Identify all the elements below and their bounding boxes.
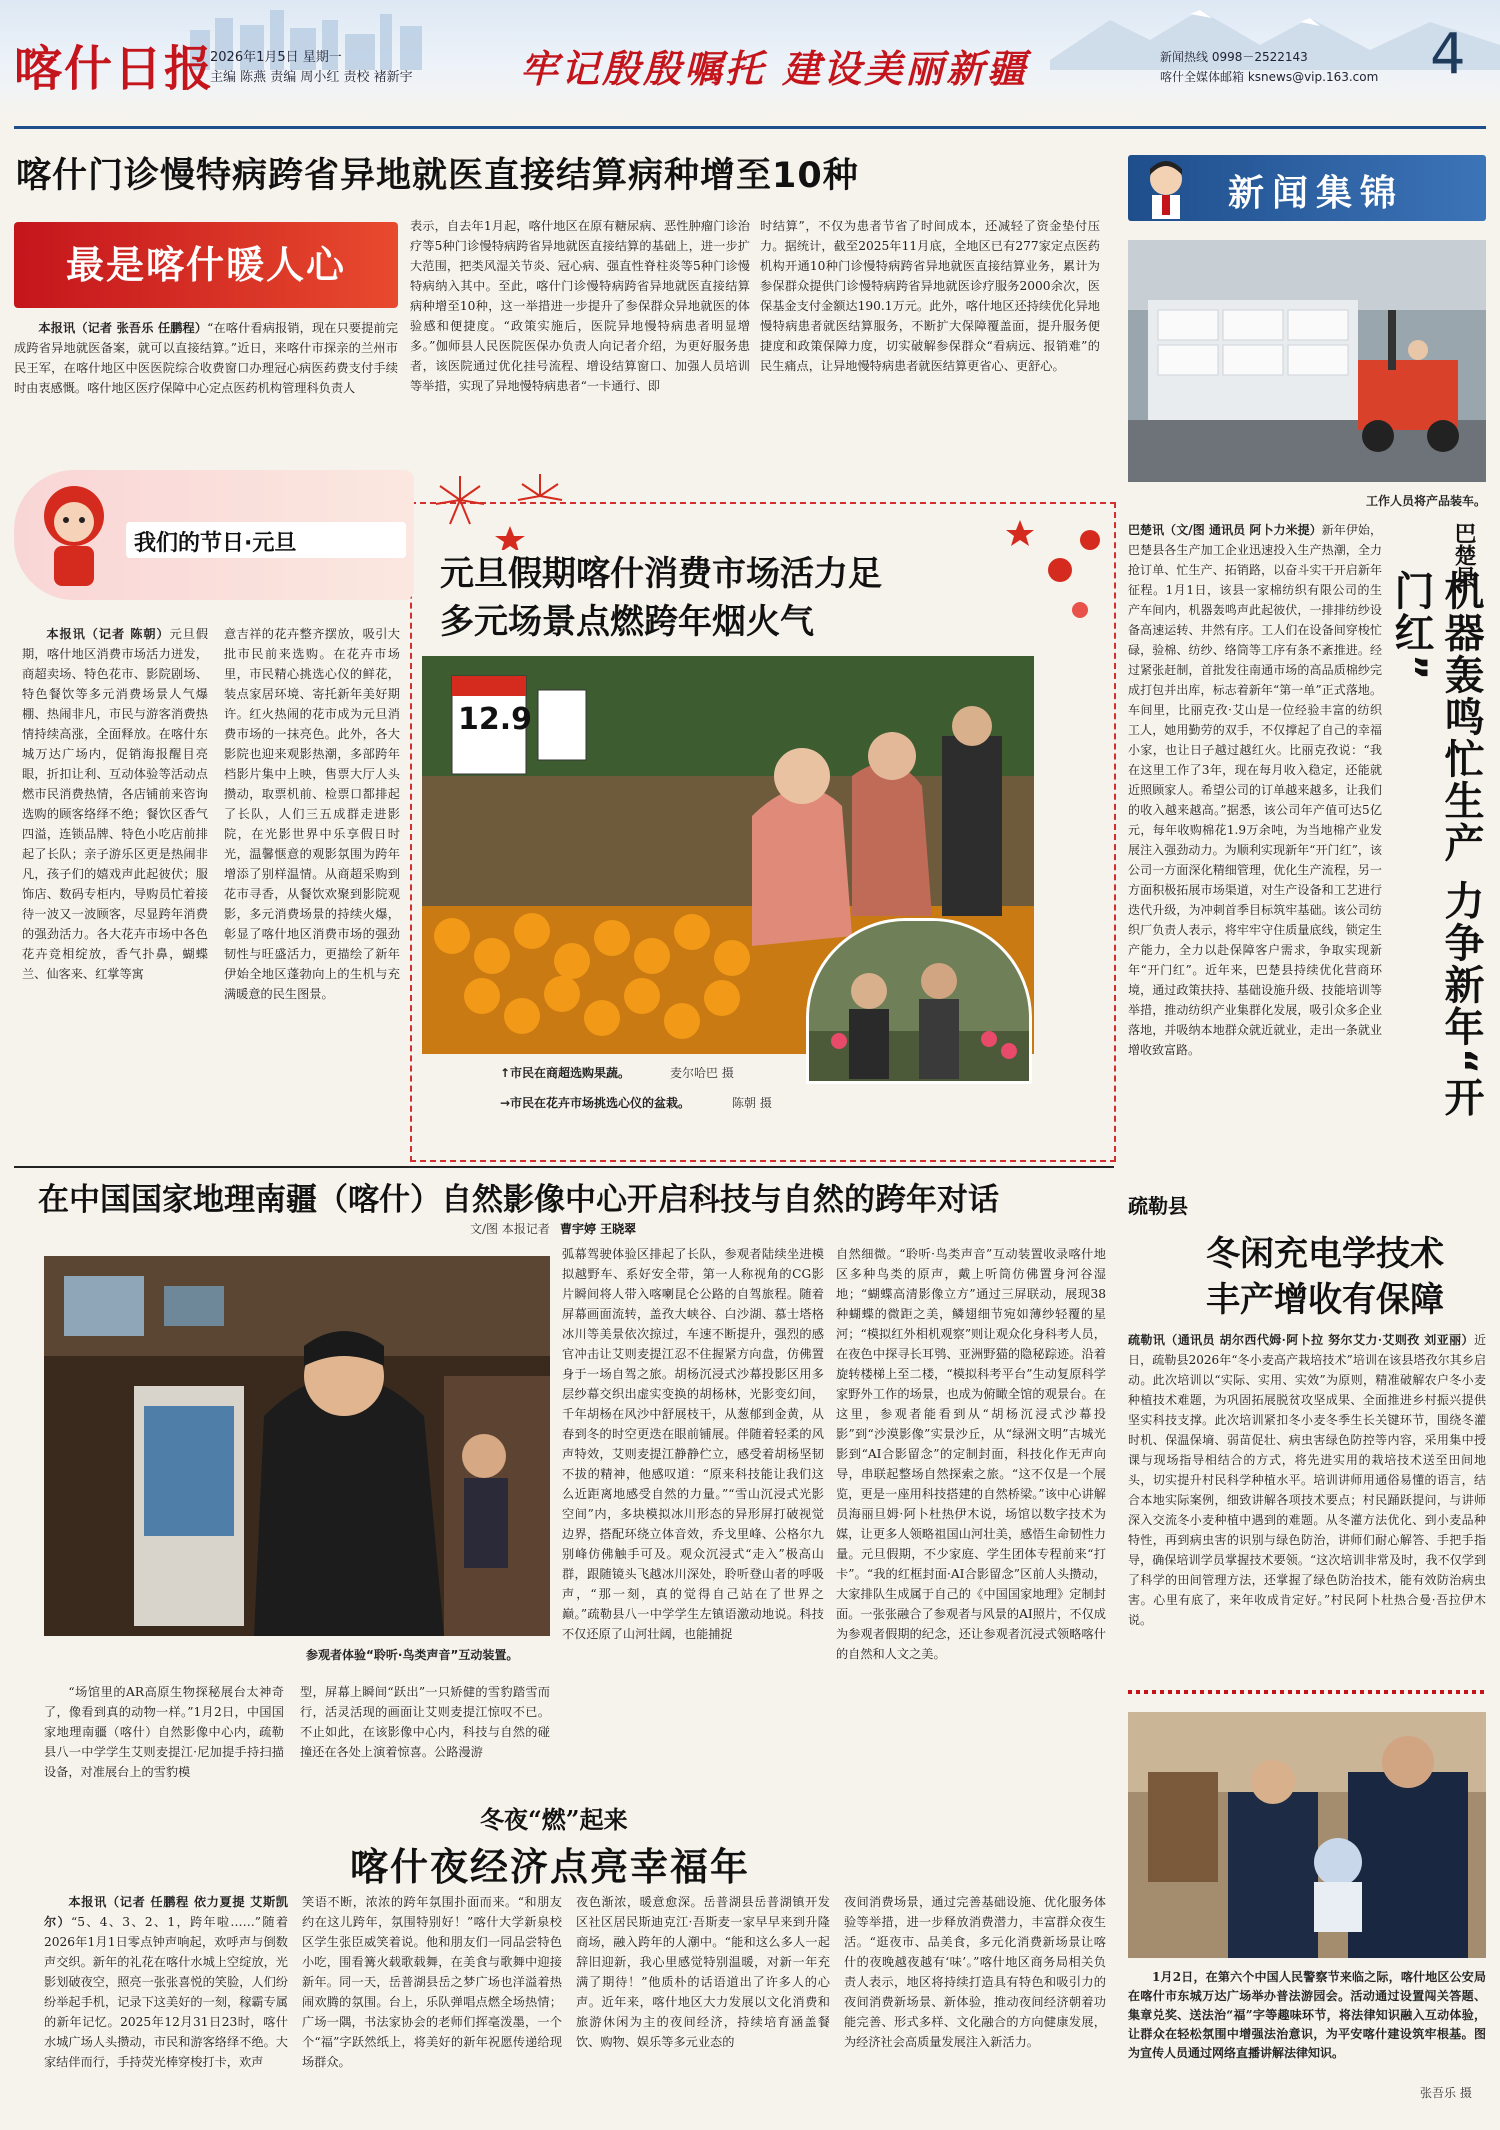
column-tag-banner: 最是喀什暖人心 xyxy=(14,222,398,308)
article3-col2: 型，屏幕上瞬间“跃出”一只矫健的雪豹踏雪而行，活灵活现的画面让艾则麦提江惊叹不已。不止如此，在该影像中心内，科技与自然的碰撞还在各处上演着惊喜。公路漫游 xyxy=(300,1685,550,1759)
fruit-photo-caption: ↑市民在商超选购果蔬。 xyxy=(500,1066,631,1080)
flower-photo-caption: →市民在花卉市场挑选心仪的盆栽。 xyxy=(500,1096,691,1110)
news-brief-title: 新闻集锦 xyxy=(1228,173,1405,214)
article3-col4: 自然细微。“聆听·鸟类声音”互动装置收录喀什地区多种鸟类的原声，戴上听筒仿佛置身河谷湿地；“蝴蝶高清影像立方”通过三屏联动，展现38种蝴蝶的微距之美，鳞翅细节宛如薄纱轻覆的星河；“模拟红外相机观察”则让观众化身科考人员，在夜色中探寻长耳鸮、亚洲野猫的隐秘踪迹。沿着旋转楼梯上至二楼，“模拟科考平台”生动复原科学家野外工作的场景，也成为俯瞰全馆的观景台。在这里，参观者能看到从“胡杨沉浸式沙幕投影”到“沙漠影像”实景沙丘，从“绿洲文明”古城光影到“AI合影留念”的定制封面，科技化作无声向导，串联起整场自然探索之旅。“这不仅是一个展览，更是一座用科技搭建的自然桥梁。”该中心讲解员海丽旦姆·阿卜杜热伊木说，场馆以数字技术为媒，让更多人领略祖国山河壮美，感悟生命韧性力量。元旦假期，不少家庭、学生团体专程前来“打卡”。“我的红框封面·AI合影留念”区前人头攒动，大家排队生成属于自己的《中国国家地理》定制封面。一张张融合了参观者与风景的AI照片，不仅成为参观者假期的纪念，还让参观者沉浸式领略喀什的自然和人文之美。 xyxy=(836,1247,1106,1661)
newspaper-logo: 喀什日报 xyxy=(14,41,215,97)
shule-headline-line1: 冬闲充电学技术 xyxy=(1206,1234,1444,1274)
festival-col1-text: 元旦假期，喀什地区消费市场活力迸发，商超卖场、特色花市、影院剧场、特色餐饮等多元消费场景人气爆棚、热闹非凡，市民与游客消费热情持续高涨，全面释放。在喀什东城万达广场内，促销海报醒目亮眼，折扣让利、互动体验等活动点燃市民消费热情，各店铺前来咨询选购的顾客络绎不绝；餐饮区香气四溢，连锁品牌、特色小吃店前排起了长队；亲子游乐区更是热闹非凡，孩子们的嬉戏声此起彼伏；服饰店、数码专柜内，导购员忙着接待一波又一波顾客，尽显跨年消费的强劲活力。各大花卉市场中各色花卉竞相绽放，香气扑鼻，蝴蝶兰、仙客来、红掌等寓 xyxy=(22,627,208,981)
page-number: 4 xyxy=(1430,22,1466,87)
section-divider xyxy=(1128,1690,1486,1694)
article4-col4: 夜间消费场景，通过完善基础设施、优化服务体验等举措，进一步释放消费潜力，丰富群众夜生活。“逛夜市、品美食，多元化消费新场景让喀什的夜晚越夜越有‘味’。”喀什地区商务局相关负责人表示，地区将持续打造具有特色和吸引力的夜间消费新场景、新体验，推动夜间经济朝着功能完善、形式多样、文化融合的方向健康发展，为经济社会高质量发展注入新活力。 xyxy=(844,1895,1106,2049)
article1-byline: 本报讯（记者 张吾乐 任鹏程） xyxy=(38,321,208,335)
festival-col2: 意吉祥的花卉整齐摆放，吸引大批市民前来选购。在花卉市场里，市民精心挑选心仪的鲜花，装点家居环境、寄托新年美好期许。红火热闹的花市成为元旦消费市场的一抹亮色。此外，各大影院也迎来观影热潮，多部跨年档影片集中上映，售票大厅人头攒动，取票机前、检票口都排起了长队，人们三五成群走进影院，在光影世界中乐享假日时光，温馨惬意的观影氛围为跨年增添了别样温情。从商超采购到花市寻香，从餐饮欢聚到影院观影，多元消费场景的持续火爆，彰显了喀什地区消费市场的强劲韧性与旺盛活力，更描绘了新年伊始全地区蓬勃向上的生机与充满暖意的民生图景。 xyxy=(224,627,400,1001)
article4-col1-text: “5、4、3、2、1，跨年啦……”随着2026年1月1日零点钟声响起，欢呼声与倒数声交织。新年的礼花在喀什水城上空绽放，光影划破夜空，照亮一张张喜悦的笑脸，人们纷纷举起手机，记录下这美好的一刻，稼霸专属的新年记忆。2025年12月31日23时，喀什水城广场人头攒动，市民和游客络绎不绝。大家结伴而行，手持荧光棒穿梭打卡，欢声 xyxy=(44,1915,288,2069)
news-brief-photo-caption: 工作人员将产品装车。 xyxy=(1365,494,1486,508)
article3-byline-names: 曹宇婷 王晓翠 xyxy=(560,1222,637,1236)
shule-county-label: 疏勒县 xyxy=(1128,1194,1188,1218)
festival-tag-banner xyxy=(14,470,414,600)
shule-byline: 疏勒讯（通讯员 胡尔西代姆·阿卜拉 努尔艾力·艾则孜 刘亚丽） xyxy=(1128,1333,1474,1347)
bachu-body-text: 新年伊始，巴楚县各生产加工企业迅速投入生产热潮，全力抢订单、忙生产、拓销路，以奋斗实干开启新年征程。1月1日，该县一家棉纺织有限公司的生产车间内，机器轰鸣声此起彼伏，一排排纺纱设备高速运转、井然有序。工人们在设备间穿梭忙碌，验棉、纺纱、络筒等工序有条不紊推进。经过紧张赶制，首批发往南通市场的高品质棉纱完成打包并出库，标志着新年“第一单”正式落地。车间里，比丽克孜·艾山是一位经验丰富的纺织工人，她用勤劳的双手，不仅撑起了自己的幸福小家，也让日子越过越红火。比丽克孜说：“我在这里工作了3年，现在每月收入稳定，还能就近照顾家人。希望公司的订单越来越多，让我们的收入越来越高。”据悉，该公司年产值可达5亿元，每年收购棉花1.9万余吨，为当地棉产业发展注入强劲动力。为顺利实现新年“开门红”，该公司一方面深化精细管理，优化生产流程，另一方面积极拓展市场渠道，对生产设备和工艺进行迭代升级，为冲刺首季目标筑牢基础。该公司纺织厂负责人表示，将牢牢守住质量底线，锁定生产能力，全力以赴保障客户需求，争取实现新年“开门红”。近年来，巴楚县持续优化营商环境，通过政策扶持、基础设施升级、技能培训等举措，推动纺织产业集群化发展，吸引众多企业落地，并吸纳本地群众就近就业，走出一条就业增收致富路。 xyxy=(1128,523,1382,1057)
article1-headline: 喀什门诊慢特病跨省异地就医直接结算病种增至10种 xyxy=(16,156,859,196)
festival-tag-text: 我们的节日·元旦 xyxy=(134,531,297,556)
article3-col1: “场馆里的AR高原生物探秘展台太神奇了，像看到真的动物一样。”1月2日，中国国家地理南疆（喀什）自然影像中心内，疏勒县八一中学学生艾则麦提江·尼加提手持扫描设备，对准展台上的雪豹模 xyxy=(44,1685,284,1779)
article4-col2: 笑语不断，浓浓的跨年氛围扑面而来。“和朋友约在这儿跨年，氛围特别好！”喀什大学新泉校区学生张臣威笑着说。他和朋友们一同品尝特色小吃，围看篝火载歌载舞，在美食与歌舞中迎接新年。同一天，岳普湖县岳之梦广场也洋溢着热闹欢腾的氛围。台上，乐队弹唱点燃全场热情；广场一隅，书法家协会的老师们挥毫泼墨，一个个“福”字跃然纸上，将美好的新年祝愿传递给现场群众。 xyxy=(302,1895,562,2069)
news-email: 喀什全媒体邮箱 ksnews@vip.163.com xyxy=(1160,70,1379,84)
article1-col1 xyxy=(14,318,398,444)
slogan: 牢记殷殷嘱托 建设美丽新疆 xyxy=(520,46,1029,91)
article3-byline-label: 文/图 本报记者 xyxy=(470,1222,550,1236)
article1-col2: 表示，自去年1月起，喀什地区在原有糖尿病、恶性肿瘤门诊治疗等5种门诊慢特病跨省异地就医直接结算的基础上，进一步扩大范围，把类风湿关节炎、冠心病、强直性脊柱炎等5种门诊慢特病纳入其中。至此，喀什门诊慢特病跨省异地就医直接结算病种增至10种，这一举措进一步提升了参保群众异地就医的体验感和便捷度。“政策实施后，医院异地慢特病患者明显增多。”伽师县人民医院医保办负责人向记者介绍，为更好服务患者，该医院通过优化挂号流程、增设结算窗口、加强人员培训等举措，实现了异地慢特病患者“一卡通行、即 xyxy=(410,219,750,393)
festival-col1 xyxy=(22,624,208,1152)
article4-col1 xyxy=(44,1892,288,2122)
price-tag: 12.9 xyxy=(458,702,533,737)
museum-photo-caption: 参观者体验“聆听·鸟类声音”互动装置。 xyxy=(306,1648,519,1662)
news-brief-banner xyxy=(1128,155,1486,221)
article1-col1-text: “在喀什看病报销，现在只要提前完成跨省异地就医备案，就可以直接结算。”近日，来喀什市探亲的兰州市民王军，在喀什地区中医医院综合收费窗口办理冠心病医药费支付手续时由衷感慨。喀什地区医疗保障中心定点医药机构管理科负责人 xyxy=(14,321,398,395)
news-hotline: 新闻热线 0998－2522143 xyxy=(1160,50,1308,64)
police-photo-credit: 张吾乐 摄 xyxy=(1420,2086,1472,2100)
bachu-article-body xyxy=(1128,520,1382,1140)
mascot-cartoon-icon xyxy=(24,476,124,594)
article4-byline: 本报讯（记者 任鹏程 依力夏提 艾斯凯尔） xyxy=(44,1895,288,1929)
shule-article-body xyxy=(1128,1330,1486,1668)
masthead-rule xyxy=(14,126,1486,129)
article4-col3: 夜色渐浓，暖意愈深。岳普湖县岳普湖镇开发区社区居民斯迪克江·吾斯麦一家早早来到升隆商场，融入跨年的人潮中。“能和这么多人一起辞旧迎新，我心里感觉特别温暖，对新一年充满了期待！”他质朴的话语道出了许多人的心声。近年来，喀什地区大力发展以文化消费和旅游休闲为主的夜间经济，持续培育涵盖餐饮、购物、娱乐等多元业态的 xyxy=(576,1895,830,2049)
article3-headline: 在中国国家地理南疆（喀什）自然影像中心开启科技与自然的跨年对话 xyxy=(38,1182,999,1218)
date-line: 2026年1月5日 星期一 xyxy=(210,50,342,65)
flower-photo-credit: 陈朝 摄 xyxy=(732,1096,772,1110)
reporter-cartoon-icon xyxy=(1134,157,1204,219)
museum-interactive-photo xyxy=(44,1256,550,1636)
festival-byline: 本报讯（记者 陈朝） xyxy=(46,627,170,641)
police-photo-caption: 1月2日，在第六个中国人民警察节来临之际，喀什地区公安局在喀什市东城万达广场举办普法游园会。活动通过设置闯关答题、集章兑奖、送法治“福”字等趣味环节，将法律知识融入互动体验，让群众在轻松氛围中增强法治意识，为平安喀什建设筑牢根基。图为宣传人员通过网络直播讲解法律知识。 xyxy=(1128,1970,1486,2060)
festival-headline-line1: 元旦假期喀什消费市场活力足 xyxy=(440,554,882,594)
police-livestream-photo xyxy=(1128,1712,1486,1958)
fruit-photo-credit: 麦尔哈巴 摄 xyxy=(670,1066,734,1080)
article3-col3: 弧幕驾驶体验区排起了长队，参观者陆续坐进模拟越野车、系好安全带，第一人称视角的CG影片瞬间将人带入喀喇昆仑公路的自驾旅程。随着屏幕画面流转，盖孜大峡谷、白沙湖、慕士塔格冰川等美景依次掠过，车速不断提升，强烈的感官冲击让艾则麦提江忍不住握紧方向盘，仿佛置身于一场自驾之旅。胡杨沉浸式沙幕投影区用多层纱幕交织出虚实变换的胡杨林，光影变幻间，千年胡杨在风沙中舒展枝干，从葱郁到金黄，从春到冬的时空更迭在眼前铺展。伴随着轻柔的风声特效，艾则麦提江静静伫立，感受着胡杨坚韧不拔的精神，他感叹道：“原来科技能让我们这么近距离地感受自然的力量。”“雪山沉浸式光影空间”内，多块模拟冰川形态的异形屏打破视觉边界，搭配环绕立体音效，乔戈里峰、公格尔九别峰仿佛触手可及。观众沉浸式“走入”极高山群，跟随镜头飞越冰川深处，聆听登山者的呼吸声，“那一刻，真的觉得自己站在了世界之巅。”疏勒县八一中学学生左镇语激动地说。科技不仅还原了山河壮阔，也能捕捉 xyxy=(562,1247,824,1641)
masthead xyxy=(0,0,1500,124)
bachu-headline-text: 机器轰鸣忙生产 力争新年“开门红” xyxy=(1388,570,1484,1119)
article4-headline: 喀什夜经济点亮幸福年 xyxy=(350,1844,751,1889)
factory-loading-photo xyxy=(1128,240,1486,482)
article1-col3: 时结算”，不仅为患者节省了时间成本，还减轻了资金垫付压力。据统计，截至2025年11月底，全地区已有277家定点医药机构开通10种门诊慢特病跨省异地就医直接结算业务，累计为参保群众提供门诊慢特病跨省异地就医诊疗服务2000余次，医保基金支付金额达190.1万元。此外，喀什地区还持续优化异地慢特病患者就医结算服务，不断扩大保障覆盖面，提升服务便捷度和政策保障力度，切实破解参保群众“看病远、报销难”的民生痛点，让异地慢特病患者就医结算更省心、更舒心。 xyxy=(760,219,1100,373)
shule-body-text: 近日，疏勒县2026年“冬小麦高产栽培技术”培训在该县塔孜尔其乡启动。此次培训以“实际、实用、实效”为原则，精准破解农户冬小麦种植技术难题，为巩固拓展脱贫攻坚成果、全面推进乡村振兴提供坚实科技支撑。此次培训紧扣冬小麦冬季生长关键环节，围绕冬灌时机、保温保墒、弱苗促壮、病虫害绿色防控等内容，采用集中授课与现场指导相结合的方式，将先进实用的栽培技术送至田间地头，切实提升村民科学种植水平。培训讲师用通俗易懂的语言，结合本地实际案例，细致讲解各项技术要点；村民踊跃提问，与讲师深入交流冬小麦种植中遇到的难题。从冬灌方法优化、到小麦品种特性，再到病虫害的识别与绿色防治，讲师们耐心解答、手把手指导，确保培训学员掌握技术要领。“这次培训非常及时，我不仅学到了科学的田间管理方法，还掌握了绿色防治技术，能有效防治病虫害。心里有底了，来年收成肯定好。”村民阿卜杜热合曼·吾拉伊木说。 xyxy=(1128,1333,1486,1627)
editors-line: 主编 陈燕 责编 周小红 责校 褚新宇 xyxy=(210,70,413,85)
bachu-county-text: 巴楚县 xyxy=(1451,522,1476,588)
firework-decoration-icon xyxy=(430,470,590,550)
bachu-headline xyxy=(1386,570,1484,1130)
article4-kicker: 冬夜“燃”起来 xyxy=(480,1805,628,1834)
lantern-decoration-icon xyxy=(900,500,1110,650)
shule-headline-line2: 丰产增收有保障 xyxy=(1206,1280,1444,1320)
flower-market-photo xyxy=(806,918,1032,1084)
article3-top-rule xyxy=(14,1166,1114,1168)
festival-headline-line2: 多元场景点燃跨年烟火气 xyxy=(440,602,814,642)
bachu-byline: 巴楚讯（文/图 通讯员 阿卜力米提） xyxy=(1128,523,1322,537)
